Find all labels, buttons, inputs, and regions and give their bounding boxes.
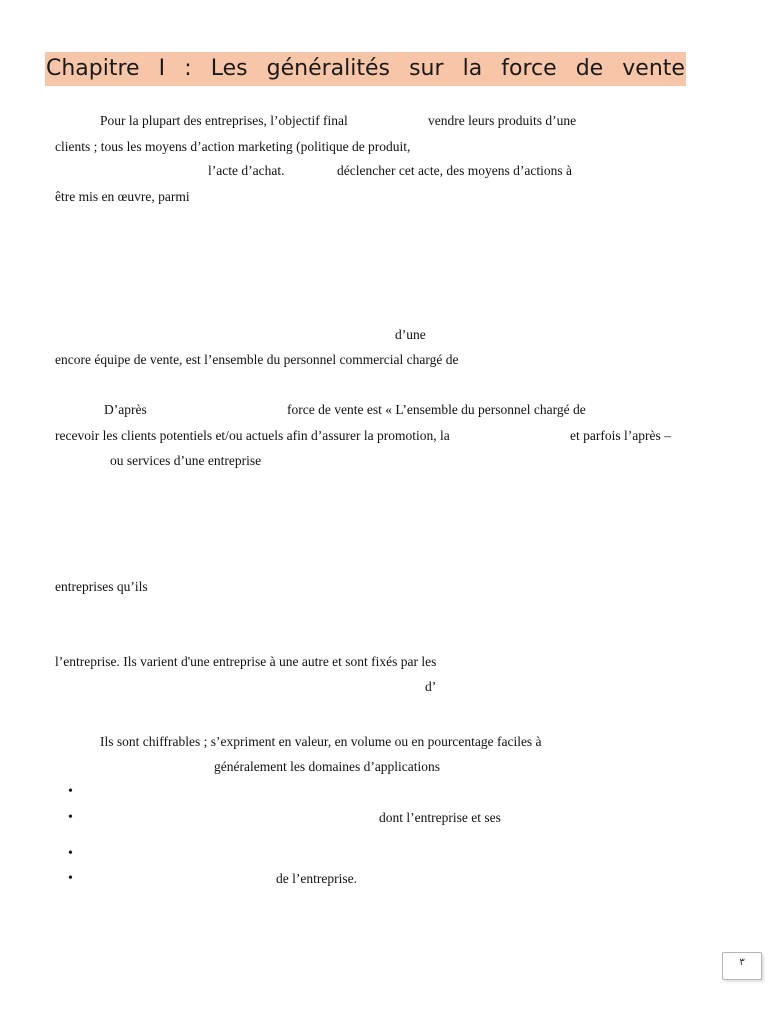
heading-word: Les bbox=[210, 56, 248, 81]
heading-word: : bbox=[184, 56, 192, 81]
page-number-box bbox=[722, 952, 762, 980]
paragraph-line: et parfois l’après – bbox=[570, 428, 671, 443]
bullet-point: • bbox=[68, 810, 73, 825]
paragraph-line: l’acte d’achat. bbox=[208, 163, 285, 178]
paragraph-line: d’une bbox=[395, 327, 426, 342]
bullet-text: de l’entreprise. bbox=[276, 871, 357, 886]
heading-word: vente bbox=[622, 56, 685, 81]
chapter-heading bbox=[46, 54, 685, 84]
paragraph-line: ou services d’une entreprise bbox=[110, 453, 262, 468]
bullet-point: • bbox=[68, 784, 73, 799]
bullet-text: dont l’entreprise et ses bbox=[379, 810, 501, 825]
paragraph-line: recevoir les clients potentiels et/ou actuels afin d’assurer la promotion, la bbox=[55, 428, 450, 443]
heading-word: sur bbox=[409, 56, 444, 81]
heading-word: I bbox=[158, 56, 166, 81]
bullet-point: • bbox=[68, 846, 73, 861]
paragraph-line: d’ bbox=[425, 679, 437, 694]
paragraph-line: encore équipe de vente, est l’ensemble du personnel commercial chargé de bbox=[55, 352, 459, 367]
heading-word: généralités bbox=[266, 56, 390, 81]
heading-word: la bbox=[462, 56, 483, 81]
paragraph-line: clients ; tous les moyens d’action marketing (politique de produit, bbox=[55, 139, 411, 154]
paragraph-line: vendre leurs produits d’une bbox=[428, 113, 577, 128]
paragraph-line: généralement les domaines d’applications bbox=[214, 759, 441, 774]
paragraph-line: déclencher cet acte, des moyens d’actions à bbox=[337, 163, 573, 178]
paragraph-line: être mis en œuvre, parmi bbox=[55, 189, 190, 204]
paragraph-line: Pour la plupart des entreprises, l’objectif final bbox=[100, 113, 348, 128]
paragraph-line: D’après bbox=[104, 402, 147, 417]
heading-word: force bbox=[501, 56, 557, 81]
heading-word: Chapitre bbox=[46, 56, 140, 81]
paragraph-line: Ils sont chiffrables ; s’expriment en valeur, en volume ou en pourcentage faciles à bbox=[100, 734, 542, 749]
heading-word: de bbox=[575, 56, 604, 81]
paragraph-line: l’entreprise. Ils varient d'une entreprise à une autre et sont fixés par les bbox=[55, 654, 437, 669]
page-number: ٣ bbox=[739, 957, 745, 968]
paragraph-line: entreprises qu’ils bbox=[55, 579, 148, 594]
paragraph-line: force de vente est « L’ensemble du personnel chargé de bbox=[287, 402, 586, 417]
bullet-point: • bbox=[68, 871, 73, 886]
